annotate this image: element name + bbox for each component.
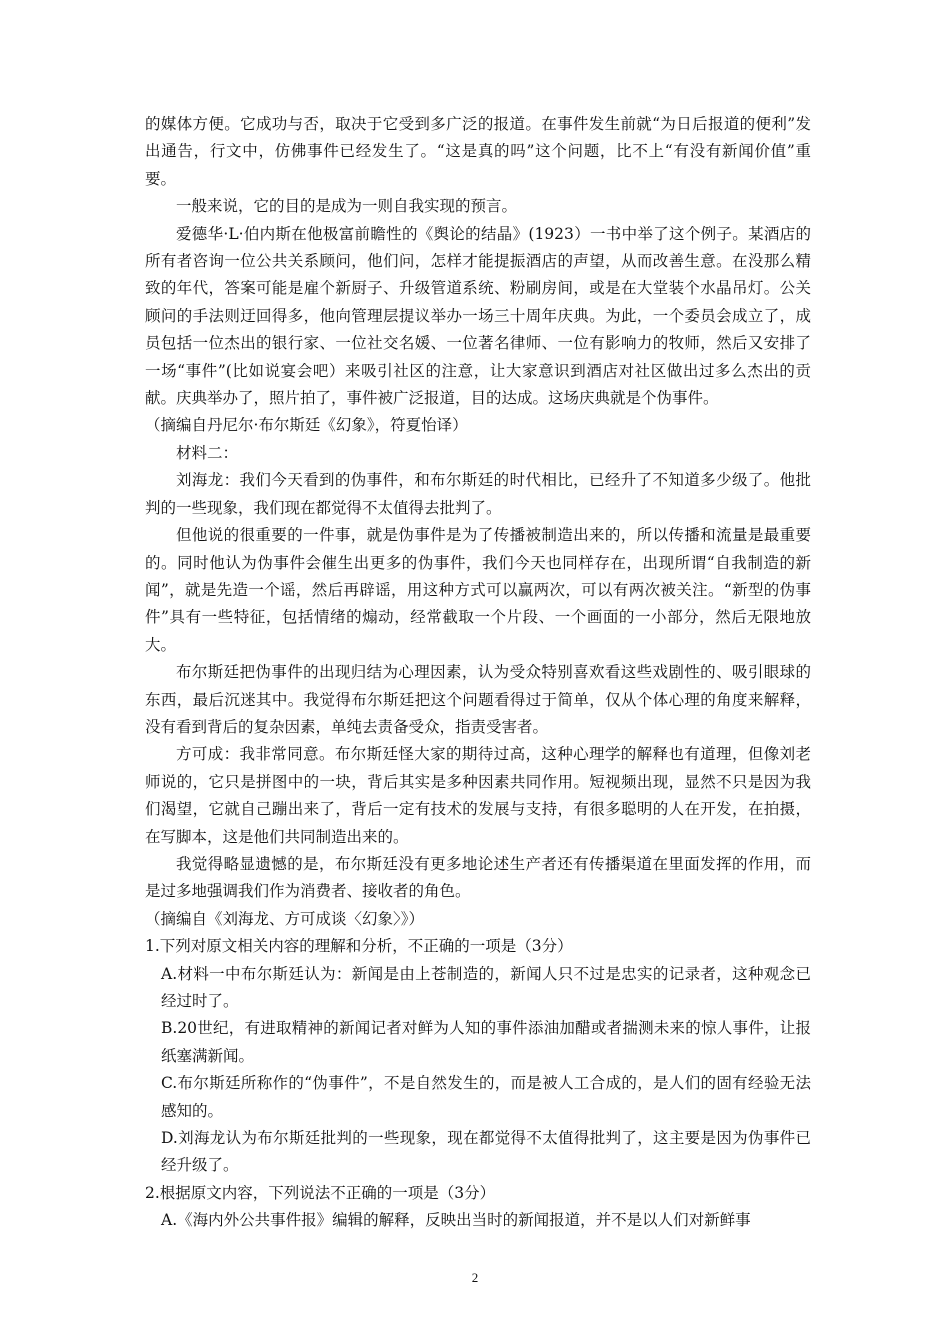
paragraph-liu-1: 刘海龙：我们今天看到的伪事件，和布尔斯廷的时代相比，已经升了不知道多少级了。他批判的一些现象，我们现在都觉得不太值得去批判了。 <box>145 471 811 517</box>
paragraph-3: 爱德华·L·伯内斯在他极富前瞻性的《舆论的结晶》(1923）一书中举了这个例子。某酒店的所有者咨询一位公共关系顾问，他们问，怎样才能提振酒店的声望，从而改善生意。在没那么精致的年代，答案可能是雇个新厨子、升级管道系统、粉刷房间，或是在大堂装个水晶吊灯。公关顾问的手法则迂回得多，他向管理层提议举办一场三十周年庆典。为此，一个委员会成立了，成员包括一位杰出的银行家、一位社交名媛、一位著名律师、一位有影响力的牧师，然后又安排了一场“事件”(比如说宴会吧）来吸引社区的注意，让大家意识到酒店对社区做出过多么杰出的贡献。庆典举办了，照片拍了，事件被广泛报道，目的达成。这场庆典就是个伪事件。 <box>145 224 811 408</box>
paragraph-1: 的媒体方便。它成功与否，取决于它受到多广泛的报道。在事件发生前就“为日后报道的便利”发出通告，行文中，仿佛事件已经发生了。“这是真的吗”这个问题，比不上“有没有新闻价值”重要。 <box>145 115 811 188</box>
question-1-option-b: B.20世纪，有进取精神的新闻记者对鲜为人知的事件添油加醋或者揣测未来的惊人事件，让报纸塞满新闻。 <box>161 1019 811 1065</box>
material-two-heading: 材料二： <box>176 443 239 462</box>
question-2-option-a: A.《海内外公共事件报》编辑的解释，反映出当时的新闻报道，并不是以人们对新鲜事 <box>161 1211 751 1230</box>
question-1-option-a: A.材料一中布尔斯廷认为：新闻是由上苍制造的，新闻人只不过是忠实的记录者，这种观念已经过时了。 <box>161 964 811 1010</box>
question-1-option-c: C.布尔斯廷所称作的“伪事件”，不是自然发生的，而是被人工合成的，是人们的固有经验无法感知的。 <box>161 1074 811 1120</box>
paragraph-liu-3: 布尔斯廷把伪事件的出现归结为心理因素，认为受众特别喜欢看这些戏剧性的、吸引眼球的东西，最后沉迷其中。我觉得布尔斯廷把这个问题看得过于简单，仅从个体心理的角度来解释，没有看到背后的复杂因素，单纯去责备受众，指责受害者。 <box>145 663 811 736</box>
paragraph-2: 一般来说，它的目的是成为一则自我实现的预言。 <box>176 197 518 216</box>
source-citation-1: （摘编自丹尼尔·布尔斯廷《幻象》，符夏怡译） <box>145 416 468 435</box>
question-1-option-d: D.刘海龙认为布尔斯廷批判的一些现象，现在都觉得不太值得批判了，这主要是因为伪事件已经升级了。 <box>161 1129 811 1175</box>
paragraph-fang-1: 方可成：我非常同意。布尔斯廷怪大家的期待过高，这种心理学的解释也有道理，但像刘老师说的，它只是拼图中的一块，背后其实是多种因素共同作用。短视频出现，显然不只是因为我们渴望，它就自己蹦出来了，背后一定有技术的发展与支持，有很多聪明的人在开发，在拍摄，在写脚本，这是他们共同制造出来的。 <box>145 745 811 846</box>
paragraph-fang-2: 我觉得略显遗憾的是，布尔斯廷没有更多地论述生产者还有传播渠道在里面发挥的作用，而是过多地强调我们作为消费者、接收者的角色。 <box>145 854 811 901</box>
question-2-stem: 2.根据原文内容，下列说法不正确的一项是（3分） <box>145 1183 496 1202</box>
source-citation-2: （摘编自《刘海龙、方可成谈〈幻象〉》） <box>145 909 425 928</box>
question-1-stem: 1.下列对原文相关内容的理解和分析，不正确的一项是（3分） <box>145 937 573 956</box>
page-number: 2 <box>471 1270 479 1285</box>
document-body <box>145 111 811 1235</box>
paragraph-liu-2: 但他说的很重要的一件事，就是伪事件是为了传播被制造出来的，所以传播和流量是最重要的。同时他认为伪事件会催生出更多的伪事件，我们今天也同样存在，出现所谓“自我制造的新闻”，就是先造一个谣，然后再辟谣，用这种方式可以赢两次，可以有两次被关注。“新型的伪事件”具有一些特征，包括情绪的煽动，经常截取一个片段、一个画面的一小部分，然后无限地放大。 <box>145 526 811 654</box>
